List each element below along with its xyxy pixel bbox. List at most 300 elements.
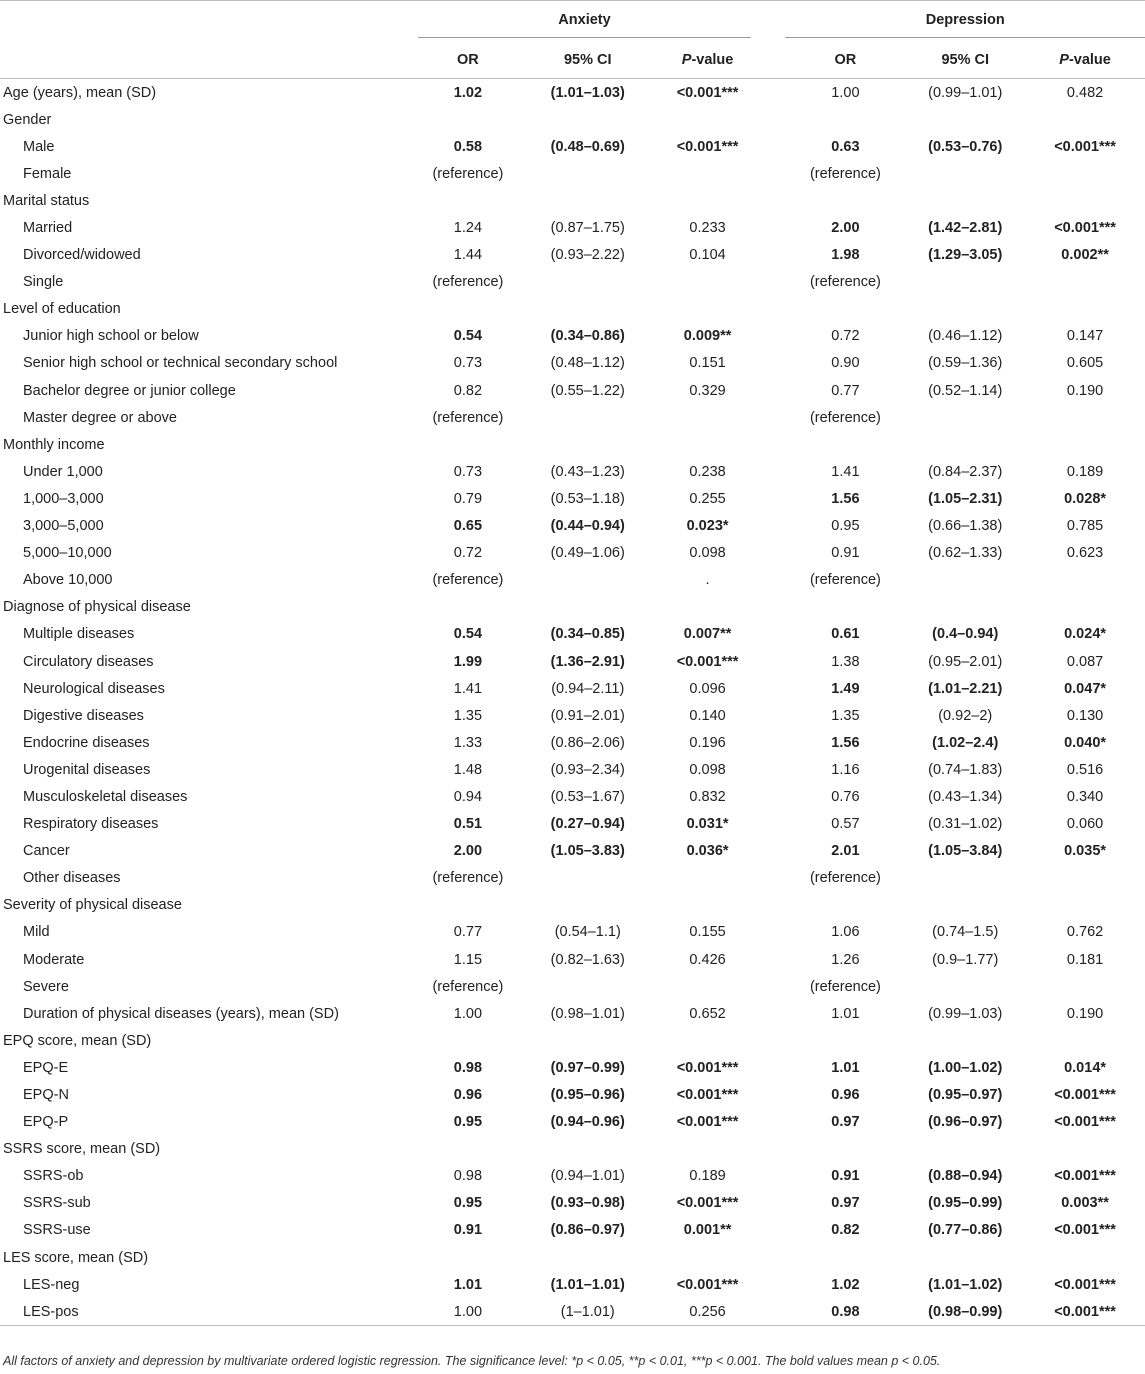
row-label: SSRS score, mean (SD) <box>3 1141 161 1158</box>
depression-p: <0.001*** <box>1054 1222 1116 1239</box>
row-label: Monthly income <box>3 436 105 453</box>
anxiety-or: 1.44 <box>453 247 483 264</box>
depression-ci: (0.46–1.12) <box>928 328 1003 345</box>
depression-or: (reference) <box>809 409 881 426</box>
depression-p: 0.623 <box>1066 545 1104 562</box>
anxiety-p <box>648 187 768 214</box>
table-row <box>0 865 1145 892</box>
anxiety-ci: (0.94–1.01) <box>550 1168 625 1185</box>
depression-p: 0.035* <box>1064 843 1107 860</box>
row-label: Single <box>23 274 64 291</box>
anxiety-p: 0.096 <box>689 680 726 697</box>
row-label: Multiple diseases <box>23 626 135 643</box>
anxiety-or: 0.72 <box>453 545 483 562</box>
depression-or: 1.01 <box>831 1059 860 1076</box>
anxiety-p: 0.189 <box>689 1168 726 1185</box>
row-label: Duration of physical diseases (years), mean (SD) <box>23 1005 339 1022</box>
depression-ci <box>905 1244 1025 1271</box>
table-footnote: All factors of anxiety and depression by multivariate ordered logistic regression. The significance level: *p < 0.05, **p < 0.01, ***p < 0.001. The bold values mean p < 0.05. <box>3 1354 941 1368</box>
anxiety-ci: (1–1.01) <box>528 1298 648 1326</box>
anxiety-ci: (0.48–1.12) <box>550 355 625 372</box>
anxiety-ci: (0.87–1.75) <box>550 220 625 237</box>
column-header-row <box>0 41 1145 79</box>
anxiety-ci: (0.54–1.1) <box>554 924 621 941</box>
anxiety-ci: (0.93–2.34) <box>550 761 625 778</box>
row-label: Gender <box>3 111 52 128</box>
table-row <box>0 783 1145 810</box>
depression-p: <0.001*** <box>1054 1276 1116 1293</box>
table-row <box>0 1054 1145 1081</box>
table-row <box>0 485 1145 512</box>
depression-p: 0.028* <box>1064 490 1107 507</box>
group-anxiety: Anxiety <box>418 4 751 38</box>
anxiety-or <box>408 594 528 621</box>
depression-ci <box>905 892 1025 919</box>
table-row <box>0 513 1145 540</box>
anxiety-or: 0.54 <box>453 626 483 643</box>
depression-p <box>1025 269 1145 296</box>
anxiety-ci: (0.98–1.01) <box>550 1005 625 1022</box>
anxiety-ci: (0.91–2.01) <box>550 707 625 724</box>
anxiety-ci: (0.95–0.96) <box>550 1087 625 1104</box>
depression-or: 1.38 <box>831 653 860 670</box>
depression-or: 1.56 <box>831 734 860 751</box>
row-label: 5,000–10,000 <box>23 545 112 562</box>
anxiety-ci: (0.94–2.11) <box>551 680 625 697</box>
anxiety-ci <box>528 594 648 621</box>
depression-ci: (1.02–2.4) <box>932 734 999 751</box>
depression-ci <box>905 296 1025 323</box>
depression-ci: (0.99–1.03) <box>928 1005 1003 1022</box>
row-label: Junior high school or below <box>23 328 199 345</box>
depression-or: 1.16 <box>831 761 860 778</box>
col-ci-anxiety: 95% CI <box>528 41 648 79</box>
row-label: Severity of physical disease <box>3 897 182 914</box>
depression-p: 0.516 <box>1066 761 1104 778</box>
anxiety-ci: (0.93–0.98) <box>550 1195 625 1212</box>
anxiety-or: 1.00 <box>453 1005 483 1022</box>
depression-p: <0.001*** <box>1054 220 1116 237</box>
depression-ci: (1.00–1.02) <box>928 1059 1003 1076</box>
depression-or: 1.41 <box>831 463 860 480</box>
depression-p: <0.001*** <box>1054 1168 1116 1185</box>
anxiety-ci: (0.86–0.97) <box>550 1222 625 1239</box>
anxiety-ci <box>528 1027 648 1054</box>
anxiety-ci <box>528 296 648 323</box>
table-row <box>0 296 1145 323</box>
depression-or: 1.01 <box>831 1005 860 1022</box>
depression-p: 0.047* <box>1064 680 1107 697</box>
row-label: Bachelor degree or junior college <box>23 382 236 399</box>
anxiety-p: . <box>705 572 710 589</box>
row-label: SSRS-sub <box>23 1195 91 1212</box>
anxiety-p: 0.255 <box>689 490 726 507</box>
row-label: Divorced/widowed <box>23 247 141 264</box>
depression-p: 0.002** <box>1061 247 1109 264</box>
depression-p <box>1025 567 1145 594</box>
anxiety-p: 0.001** <box>683 1222 732 1239</box>
row-label: Urogenital diseases <box>23 761 151 778</box>
row-label: Age (years), mean (SD) <box>3 84 157 101</box>
anxiety-or: 0.73 <box>453 355 483 372</box>
anxiety-ci <box>528 431 648 458</box>
anxiety-or <box>408 1027 528 1054</box>
table-row <box>0 919 1145 946</box>
depression-ci: (0.66–1.38) <box>928 518 1003 535</box>
anxiety-ci: (0.49–1.06) <box>550 545 625 562</box>
row-label: Married <box>23 220 73 237</box>
anxiety-or: 0.65 <box>453 518 483 535</box>
anxiety-p: 0.233 <box>689 220 726 237</box>
anxiety-or: 0.98 <box>453 1168 483 1185</box>
row-label: Respiratory diseases <box>23 816 159 833</box>
anxiety-ci <box>528 1136 648 1163</box>
depression-or <box>785 1027 905 1054</box>
anxiety-ci: (0.48–0.69) <box>550 138 625 155</box>
depression-or: 0.97 <box>831 1114 860 1131</box>
row-label: Digestive diseases <box>23 707 144 724</box>
anxiety-or: 0.54 <box>453 328 483 345</box>
anxiety-ci: (0.55–1.22) <box>550 382 625 399</box>
depression-p: 0.147 <box>1066 328 1104 345</box>
table-row <box>0 973 1145 1000</box>
anxiety-ci: (1.01–1.03) <box>550 84 625 101</box>
anxiety-or: (reference) <box>432 978 504 995</box>
anxiety-or: 1.01 <box>453 1276 483 1293</box>
anxiety-or: (reference) <box>432 165 504 182</box>
depression-or: (reference) <box>809 978 881 995</box>
depression-ci: (0.98–0.99) <box>905 1298 1025 1326</box>
depression-ci <box>905 160 1025 187</box>
depression-ci: (1.01–1.02) <box>928 1276 1003 1293</box>
col-or-depression: OR <box>785 41 905 79</box>
row-label: Other diseases <box>23 870 121 887</box>
row-label: 1,000–3,000 <box>23 490 104 507</box>
depression-or: 0.63 <box>831 138 860 155</box>
depression-or: 2.01 <box>831 843 860 860</box>
depression-ci: (1.29–3.05) <box>928 247 1003 264</box>
table-row <box>0 1271 1145 1298</box>
group-header-row <box>0 1 1145 42</box>
anxiety-or: 0.95 <box>453 1195 483 1212</box>
depression-p <box>1025 160 1145 187</box>
anxiety-p: 0.426 <box>689 951 726 968</box>
anxiety-or: 0.82 <box>453 382 483 399</box>
anxiety-or: 1.15 <box>453 951 483 968</box>
row-label: EPQ-E <box>23 1059 69 1076</box>
anxiety-ci <box>528 973 648 1000</box>
depression-ci: (0.53–0.76) <box>928 138 1003 155</box>
depression-or: (reference) <box>809 165 881 182</box>
depression-or: 0.95 <box>831 518 860 535</box>
anxiety-ci: (0.34–0.85) <box>550 626 625 643</box>
depression-p: <0.001*** <box>1025 1298 1145 1326</box>
table-row <box>0 431 1145 458</box>
anxiety-ci: (0.53–1.67) <box>550 788 625 805</box>
depression-ci: (1.42–2.81) <box>928 220 1003 237</box>
depression-p: 0.189 <box>1066 463 1104 480</box>
table-row <box>0 1136 1145 1163</box>
depression-or: 0.77 <box>831 382 860 399</box>
depression-ci <box>905 567 1025 594</box>
row-label: EPQ score, mean (SD) <box>3 1032 152 1049</box>
depression-p <box>1025 1027 1145 1054</box>
anxiety-p: 0.238 <box>689 463 726 480</box>
anxiety-or: 1.48 <box>453 761 483 778</box>
anxiety-or: 1.02 <box>453 84 483 101</box>
anxiety-or: 1.41 <box>453 680 483 697</box>
anxiety-p <box>648 865 768 892</box>
depression-ci: (0.99–1.01) <box>928 84 1003 101</box>
row-label: Cancer <box>23 843 70 860</box>
anxiety-p <box>648 1244 768 1271</box>
depression-or: (reference) <box>809 572 881 589</box>
depression-or <box>785 431 905 458</box>
depression-or: 1.26 <box>831 951 860 968</box>
table-row <box>0 350 1145 377</box>
table-row <box>0 1163 1145 1190</box>
depression-ci: (0.4–0.94) <box>932 626 999 643</box>
anxiety-ci: (0.86–2.06) <box>550 734 625 751</box>
anxiety-p <box>648 269 768 296</box>
depression-or: 0.57 <box>831 816 860 833</box>
row-label: Male <box>23 138 55 155</box>
table-row <box>0 1217 1145 1244</box>
anxiety-p: <0.001*** <box>676 1087 739 1104</box>
depression-p: <0.001*** <box>1054 1087 1116 1104</box>
row-label: Level of education <box>3 301 121 318</box>
table-row <box>0 242 1145 269</box>
col-or-anxiety: OR <box>408 41 528 79</box>
depression-p: 0.024* <box>1064 626 1107 643</box>
anxiety-or: 0.94 <box>453 788 483 805</box>
row-label: Mild <box>23 924 50 941</box>
anxiety-p: <0.001*** <box>676 1195 739 1212</box>
anxiety-or: (reference) <box>432 572 504 589</box>
anxiety-p: 0.023* <box>686 518 729 535</box>
anxiety-p <box>648 1027 768 1054</box>
table-row <box>0 1190 1145 1217</box>
depression-p <box>1025 973 1145 1000</box>
depression-or: 0.76 <box>831 788 860 805</box>
depression-ci <box>905 187 1025 214</box>
anxiety-ci: (0.27–0.94) <box>550 816 625 833</box>
row-label: 3,000–5,000 <box>23 518 104 535</box>
depression-or: 0.97 <box>831 1195 860 1212</box>
row-label: SSRS-use <box>23 1222 91 1239</box>
table-row <box>0 79 1145 107</box>
anxiety-or <box>408 1136 528 1163</box>
depression-ci: (0.31–1.02) <box>928 816 1003 833</box>
table-row <box>0 269 1145 296</box>
anxiety-or <box>408 187 528 214</box>
anxiety-ci: (0.94–0.96) <box>550 1114 625 1131</box>
depression-p: 0.003** <box>1061 1195 1109 1212</box>
anxiety-ci: (0.43–1.23) <box>550 463 625 480</box>
anxiety-p <box>648 1136 768 1163</box>
depression-ci: (0.74–1.5) <box>932 924 999 941</box>
anxiety-or: 0.79 <box>453 490 483 507</box>
table-row <box>0 323 1145 350</box>
anxiety-or: 1.35 <box>453 707 483 724</box>
depression-or <box>785 594 905 621</box>
anxiety-or: 0.95 <box>453 1114 483 1131</box>
depression-ci: (0.52–1.14) <box>928 382 1003 399</box>
anxiety-ci: (0.44–0.94) <box>550 518 625 535</box>
anxiety-p: 0.329 <box>689 382 726 399</box>
anxiety-p: 0.009** <box>683 328 732 345</box>
col-ci-depression: 95% CI <box>905 41 1025 79</box>
depression-ci <box>905 1136 1025 1163</box>
table-row <box>0 1109 1145 1136</box>
anxiety-ci: (1.36–2.91) <box>550 653 625 670</box>
table-row <box>0 946 1145 973</box>
anxiety-ci <box>528 404 648 431</box>
anxiety-p: 0.007** <box>683 626 732 643</box>
anxiety-p: <0.001*** <box>676 84 739 101</box>
depression-or: 0.82 <box>831 1222 860 1239</box>
row-label: Senior high school or technical secondary school <box>23 355 338 372</box>
anxiety-p: 0.140 <box>689 707 726 724</box>
table-row <box>0 1298 1145 1326</box>
table-row <box>0 648 1145 675</box>
depression-p: 0.040* <box>1064 734 1107 751</box>
table-row <box>0 729 1145 756</box>
depression-or: 0.72 <box>831 328 860 345</box>
row-label: LES score, mean (SD) <box>3 1249 149 1266</box>
table-row <box>0 404 1145 431</box>
depression-or: 1.49 <box>831 680 860 697</box>
depression-ci: (0.96–0.97) <box>928 1114 1003 1131</box>
row-label: EPQ-P <box>23 1114 69 1131</box>
anxiety-p: 0.098 <box>689 761 726 778</box>
depression-or <box>785 1244 905 1271</box>
table-row <box>0 811 1145 838</box>
depression-p: 0.785 <box>1066 518 1104 535</box>
depression-ci: (0.77–0.86) <box>928 1222 1003 1239</box>
anxiety-or: 0.77 <box>453 924 483 941</box>
table-row <box>0 160 1145 187</box>
anxiety-p: 0.104 <box>689 247 726 264</box>
depression-p: <0.001*** <box>1054 1114 1116 1131</box>
anxiety-ci <box>528 1244 648 1271</box>
depression-p <box>1025 431 1145 458</box>
anxiety-or: (reference) <box>432 274 504 291</box>
table-row <box>0 377 1145 404</box>
anxiety-or: 0.91 <box>453 1222 483 1239</box>
table-row <box>0 458 1145 485</box>
depression-ci: (0.74–1.83) <box>928 761 1003 778</box>
anxiety-or: 1.24 <box>453 220 483 237</box>
anxiety-ci: (1.01–1.01) <box>550 1276 625 1293</box>
depression-or <box>785 187 905 214</box>
depression-or <box>785 106 905 133</box>
table-row <box>0 1027 1145 1054</box>
col-p-depression: P-value <box>1025 41 1145 79</box>
depression-p <box>1025 296 1145 323</box>
depression-ci: (0.59–1.36) <box>928 355 1003 372</box>
depression-or: 0.91 <box>831 545 860 562</box>
anxiety-ci <box>528 160 648 187</box>
depression-p: 0.482 <box>1066 84 1104 101</box>
anxiety-ci: (0.97–0.99) <box>550 1059 625 1076</box>
depression-or: 1.56 <box>831 490 860 507</box>
row-label: EPQ-N <box>23 1087 69 1104</box>
depression-p <box>1025 404 1145 431</box>
anxiety-ci <box>528 865 648 892</box>
depression-or: (reference) <box>809 274 881 291</box>
anxiety-or: 1.00 <box>408 1298 528 1326</box>
depression-p <box>1025 106 1145 133</box>
depression-or: 0.61 <box>831 626 860 643</box>
depression-p <box>1025 892 1145 919</box>
anxiety-or: 0.96 <box>453 1087 483 1104</box>
depression-or: 1.02 <box>831 1276 860 1293</box>
anxiety-or: (reference) <box>432 409 504 426</box>
anxiety-p: 0.256 <box>648 1298 768 1326</box>
row-label: LES-pos <box>0 1298 408 1326</box>
anxiety-p: <0.001*** <box>676 1059 739 1076</box>
anxiety-p: <0.001*** <box>676 138 739 155</box>
table-row <box>0 133 1145 160</box>
depression-ci: (0.95–0.99) <box>928 1195 1003 1212</box>
depression-p: 0.181 <box>1066 951 1104 968</box>
depression-p: 0.130 <box>1066 707 1104 724</box>
anxiety-p: 0.832 <box>689 788 726 805</box>
anxiety-p <box>648 973 768 1000</box>
depression-p: 0.605 <box>1066 355 1104 372</box>
table-row <box>0 567 1145 594</box>
depression-ci: (1.01–2.21) <box>928 680 1003 697</box>
depression-or: 0.90 <box>831 355 860 372</box>
anxiety-ci: (0.82–1.63) <box>550 951 625 968</box>
depression-p: 0.190 <box>1066 1005 1104 1022</box>
anxiety-p <box>648 431 768 458</box>
anxiety-p: 0.031* <box>686 816 729 833</box>
depression-or <box>785 296 905 323</box>
anxiety-ci: (1.05–3.83) <box>550 843 625 860</box>
row-label: Severe <box>23 978 69 995</box>
anxiety-ci <box>528 892 648 919</box>
anxiety-p <box>648 404 768 431</box>
depression-p: <0.001*** <box>1054 138 1116 155</box>
anxiety-p: 0.036* <box>686 843 729 860</box>
table-row <box>0 838 1145 865</box>
depression-ci: (0.9–1.77) <box>932 951 999 968</box>
table-row <box>0 214 1145 241</box>
depression-ci: (1.05–3.84) <box>928 843 1003 860</box>
anxiety-or <box>408 296 528 323</box>
depression-or: 1.98 <box>831 247 860 264</box>
depression-p: 0.190 <box>1066 382 1104 399</box>
depression-p <box>1025 1136 1145 1163</box>
depression-ci: (0.62–1.33) <box>928 545 1003 562</box>
depression-ci <box>905 1027 1025 1054</box>
anxiety-p <box>648 106 768 133</box>
depression-or <box>785 892 905 919</box>
depression-p: 0.762 <box>1066 924 1104 941</box>
row-label: Endocrine diseases <box>23 734 150 751</box>
col-p-anxiety: P-value <box>648 41 768 79</box>
anxiety-or <box>408 892 528 919</box>
anxiety-ci <box>528 567 648 594</box>
table-row <box>0 594 1145 621</box>
depression-ci: (0.43–1.34) <box>928 788 1003 805</box>
row-label: LES-neg <box>23 1276 80 1293</box>
anxiety-p <box>648 892 768 919</box>
table-row <box>0 1000 1145 1027</box>
depression-ci <box>905 269 1025 296</box>
